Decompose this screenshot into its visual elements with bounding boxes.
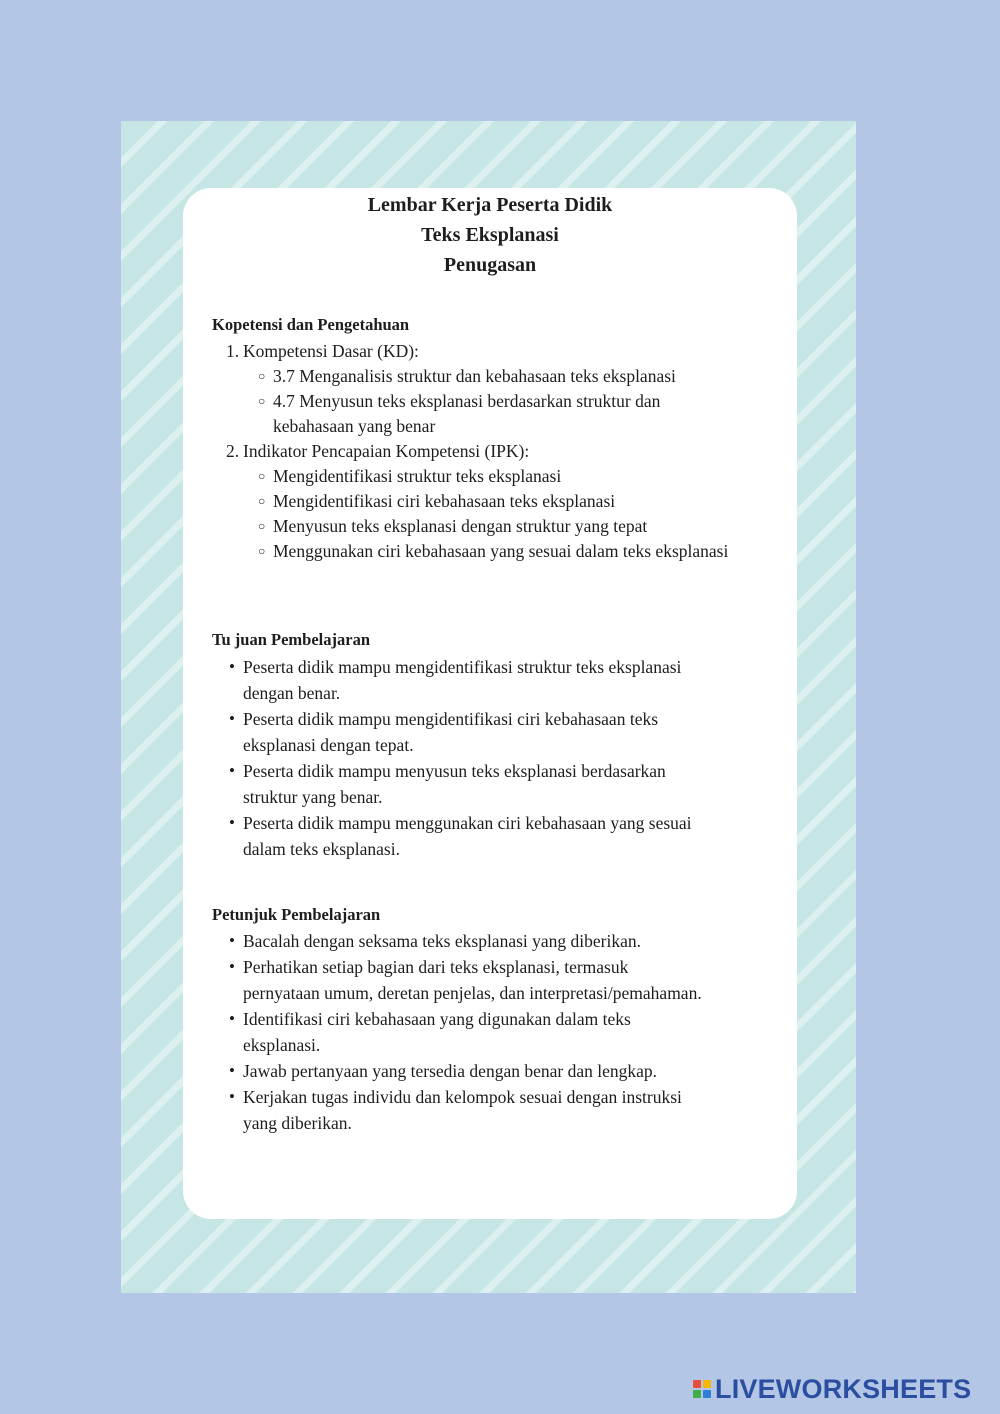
bullet-icon: • bbox=[229, 761, 235, 780]
petunjuk-item: Kerjakan tugas individu dan kelompok sesuai dengan instruksi bbox=[243, 1087, 682, 1107]
petunjuk-item: Bacalah dengan seksama teks eksplanasi yang diberikan. bbox=[243, 931, 641, 951]
ipk-item: Menggunakan ciri kebahasaan yang sesuai dalam teks eksplanasi bbox=[273, 541, 729, 561]
logo-square bbox=[703, 1380, 711, 1388]
petunjuk-item: Perhatikan setiap bagian dari teks eksplanasi, termasuk bbox=[243, 957, 629, 977]
liveworksheets-logo[interactable] bbox=[693, 1374, 971, 1404]
ipk-item: Mengidentifikasi struktur teks eksplanasi bbox=[273, 466, 562, 486]
bullet-icon: • bbox=[229, 957, 235, 976]
bullet-icon: • bbox=[229, 709, 235, 728]
circle-bullet-icon: ○ bbox=[258, 519, 266, 533]
petunjuk-item-continuation: pernyataan umum, deretan penjelas, dan interpretasi/pemahaman. bbox=[243, 983, 702, 1003]
worksheet-type: Penugasan bbox=[443, 254, 537, 276]
petunjuk-item-continuation: yang diberikan. bbox=[243, 1113, 352, 1133]
kd-label: Kompetensi Dasar (KD): bbox=[243, 341, 419, 361]
bullet-icon: • bbox=[229, 931, 235, 950]
tujuan-item: Peserta didik mampu menyusun teks eksplanasi berdasarkan bbox=[243, 761, 666, 781]
ipk-number: 2. bbox=[226, 441, 240, 461]
ipk-item: Mengidentifikasi ciri kebahasaan teks eksplanasi bbox=[273, 491, 616, 511]
tujuan-item-continuation: eksplanasi dengan tepat. bbox=[243, 735, 414, 755]
bullet-icon: • bbox=[229, 1087, 235, 1106]
kd-item-continuation: kebahasaan yang benar bbox=[273, 416, 436, 436]
circle-bullet-icon: ○ bbox=[258, 369, 266, 383]
bullet-icon: • bbox=[229, 1061, 235, 1080]
tujuan-item: Peserta didik mampu mengidentifikasi ciri kebahasaan teks bbox=[243, 709, 659, 729]
circle-bullet-icon: ○ bbox=[258, 394, 266, 408]
kompetensi-heading: Kopetensi dan Pengetahuan bbox=[212, 315, 410, 334]
logo-square bbox=[693, 1390, 701, 1398]
worksheet-title: Lembar Kerja Peserta Didik bbox=[367, 194, 613, 216]
tujuan-item: Peserta didik mampu menggunakan ciri kebahasaan yang sesuai bbox=[243, 813, 692, 833]
circle-bullet-icon: ○ bbox=[258, 469, 266, 483]
ipk-item: Menyusun teks eksplanasi dengan struktur yang tepat bbox=[273, 516, 648, 536]
liveworksheets-logo-icon bbox=[693, 1380, 711, 1398]
tujuan-item: Peserta didik mampu mengidentifikasi struktur teks eksplanasi bbox=[243, 657, 682, 677]
kd-number: 1. bbox=[226, 341, 240, 361]
tujuan-item-continuation: dalam teks eksplanasi. bbox=[243, 839, 400, 859]
petunjuk-item-continuation: eksplanasi. bbox=[243, 1035, 321, 1055]
tujuan-heading: Tu juan Pembelajaran bbox=[212, 630, 370, 649]
logo-square bbox=[703, 1390, 711, 1398]
tujuan-item-continuation: struktur yang benar. bbox=[243, 787, 383, 807]
bullet-icon: • bbox=[229, 813, 235, 832]
tujuan-item-continuation: dengan benar. bbox=[243, 683, 341, 703]
petunjuk-item: Identifikasi ciri kebahasaan yang digunakan dalam teks bbox=[243, 1009, 631, 1029]
bullet-icon: • bbox=[229, 657, 235, 676]
circle-bullet-icon: ○ bbox=[258, 494, 266, 508]
logo-square bbox=[693, 1380, 701, 1388]
liveworksheets-logo-text: LIVEWORKSHEETS bbox=[715, 1373, 972, 1404]
kd-item: 3.7 Menganalisis struktur dan kebahasaan teks eksplanasi bbox=[273, 366, 676, 386]
petunjuk-item: Jawab pertanyaan yang tersedia dengan benar dan lengkap. bbox=[243, 1061, 657, 1081]
worksheet-subtitle: Teks Eksplanasi bbox=[421, 224, 559, 246]
ipk-label: Indikator Pencapaian Kompetensi (IPK): bbox=[243, 441, 530, 461]
bullet-icon: • bbox=[229, 1009, 235, 1028]
petunjuk-heading: Petunjuk Pembelajaran bbox=[212, 905, 381, 924]
circle-bullet-icon: ○ bbox=[258, 544, 266, 558]
kd-item: 4.7 Menyusun teks eksplanasi berdasarkan struktur dan bbox=[273, 391, 661, 411]
